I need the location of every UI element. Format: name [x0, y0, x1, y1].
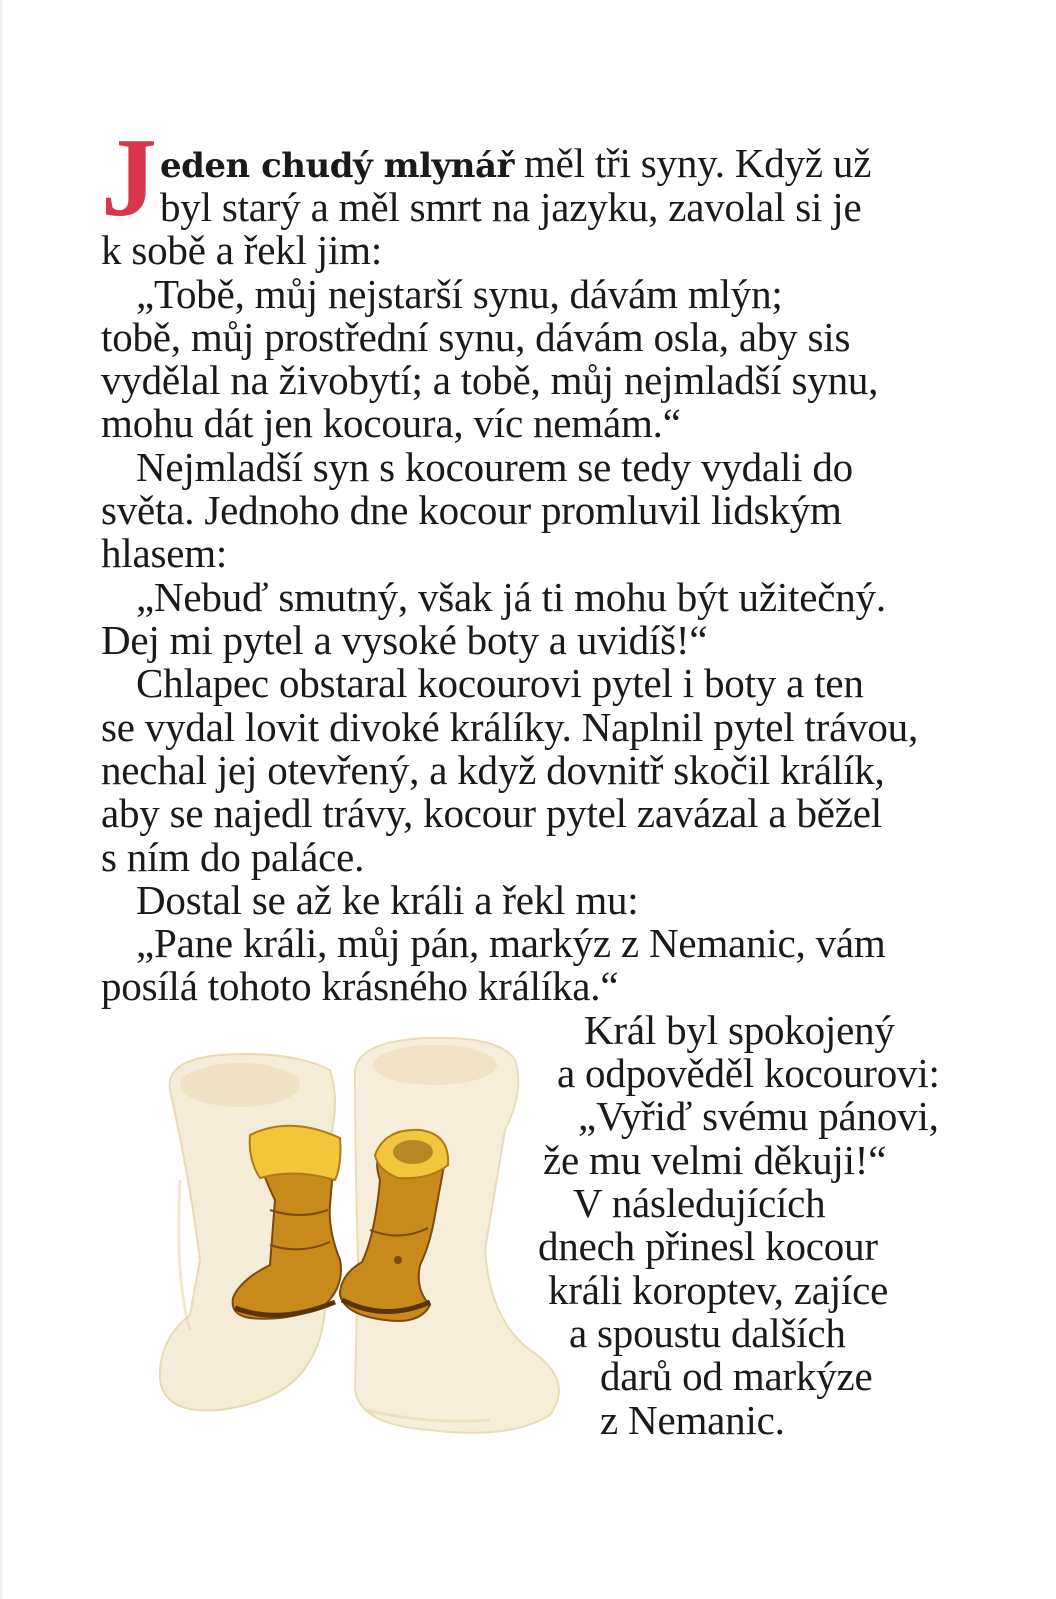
text-line: „Vyřiď svému pánovi,: [578, 1093, 939, 1139]
text-line: se vydal lovit divoké králíky. Naplnil pytel trávou,: [101, 704, 919, 750]
text-line: byl starý a měl smrt na jazyku, zavolal si je: [160, 184, 862, 230]
text-line: a spoustu dalších: [569, 1310, 846, 1356]
text-line: že mu velmi děkuji!“: [543, 1137, 887, 1183]
text-line: k sobě a řekl jim:: [101, 227, 383, 273]
text-line: Dostal se až ke králi a řekl mu:: [136, 877, 639, 923]
text-line: V následujících: [573, 1180, 826, 1226]
lead-bold-text: eden chudý mlynář: [160, 146, 514, 186]
text-line: mohu dát jen kocoura, víc nemám.“: [101, 400, 681, 446]
text-line-rest: měl tři syny. Když už: [513, 140, 872, 186]
text-line: Dej mi pytel a vysoké boty a uvidíš!“: [101, 617, 708, 663]
text-line: vydělal na živobytí; a tobě, můj nejmladší synu,: [101, 357, 879, 403]
text-line: Král byl spokojený: [584, 1007, 895, 1053]
text-line: darů od markýze: [600, 1353, 873, 1399]
boots-icon: [130, 1030, 580, 1450]
text-line: „Tobě, můj nejstarší synu, dávám mlýn;: [136, 271, 783, 317]
text-line: z Nemanic.: [600, 1397, 785, 1443]
text-line: králi koroptev, zajíce: [548, 1267, 889, 1313]
text-line: a odpověděl kocourovi:: [557, 1050, 940, 1096]
text-line: Nejmladší syn s kocourem se tedy vydali do: [136, 444, 853, 490]
ghost-boots-icon: [160, 1038, 559, 1433]
text-line: „Nebuď smutný, však já ti mohu být užitečný.: [136, 574, 886, 620]
page-edge: [0, 0, 4, 1599]
text-line: dnech přinesl kocour: [538, 1223, 878, 1269]
text-line: tobě, můj prostřední synu, dávám osla, aby sis: [101, 314, 851, 360]
text-line: „Pane králi, můj pán, markýz z Nemanic, vám: [136, 920, 886, 966]
text-line: s ním do paláce.: [101, 834, 365, 880]
text-line: hlasem:: [101, 530, 228, 576]
text-line: posílá tohoto krásného králíka.“: [101, 963, 619, 1009]
text-line: nechal jej otevřený, a když dovnitř skočil králík,: [101, 747, 885, 793]
drop-cap: J: [101, 116, 157, 240]
text-line: [160, 141, 871, 188]
text-line: Chlapec obstaral kocourovi pytel i boty a ten: [136, 660, 864, 706]
text-line: světa. Jednoho dne kocour promluvil lidským: [101, 487, 842, 533]
text-line: aby se najedl trávy, kocour pytel zavázal a běžel: [101, 790, 882, 836]
